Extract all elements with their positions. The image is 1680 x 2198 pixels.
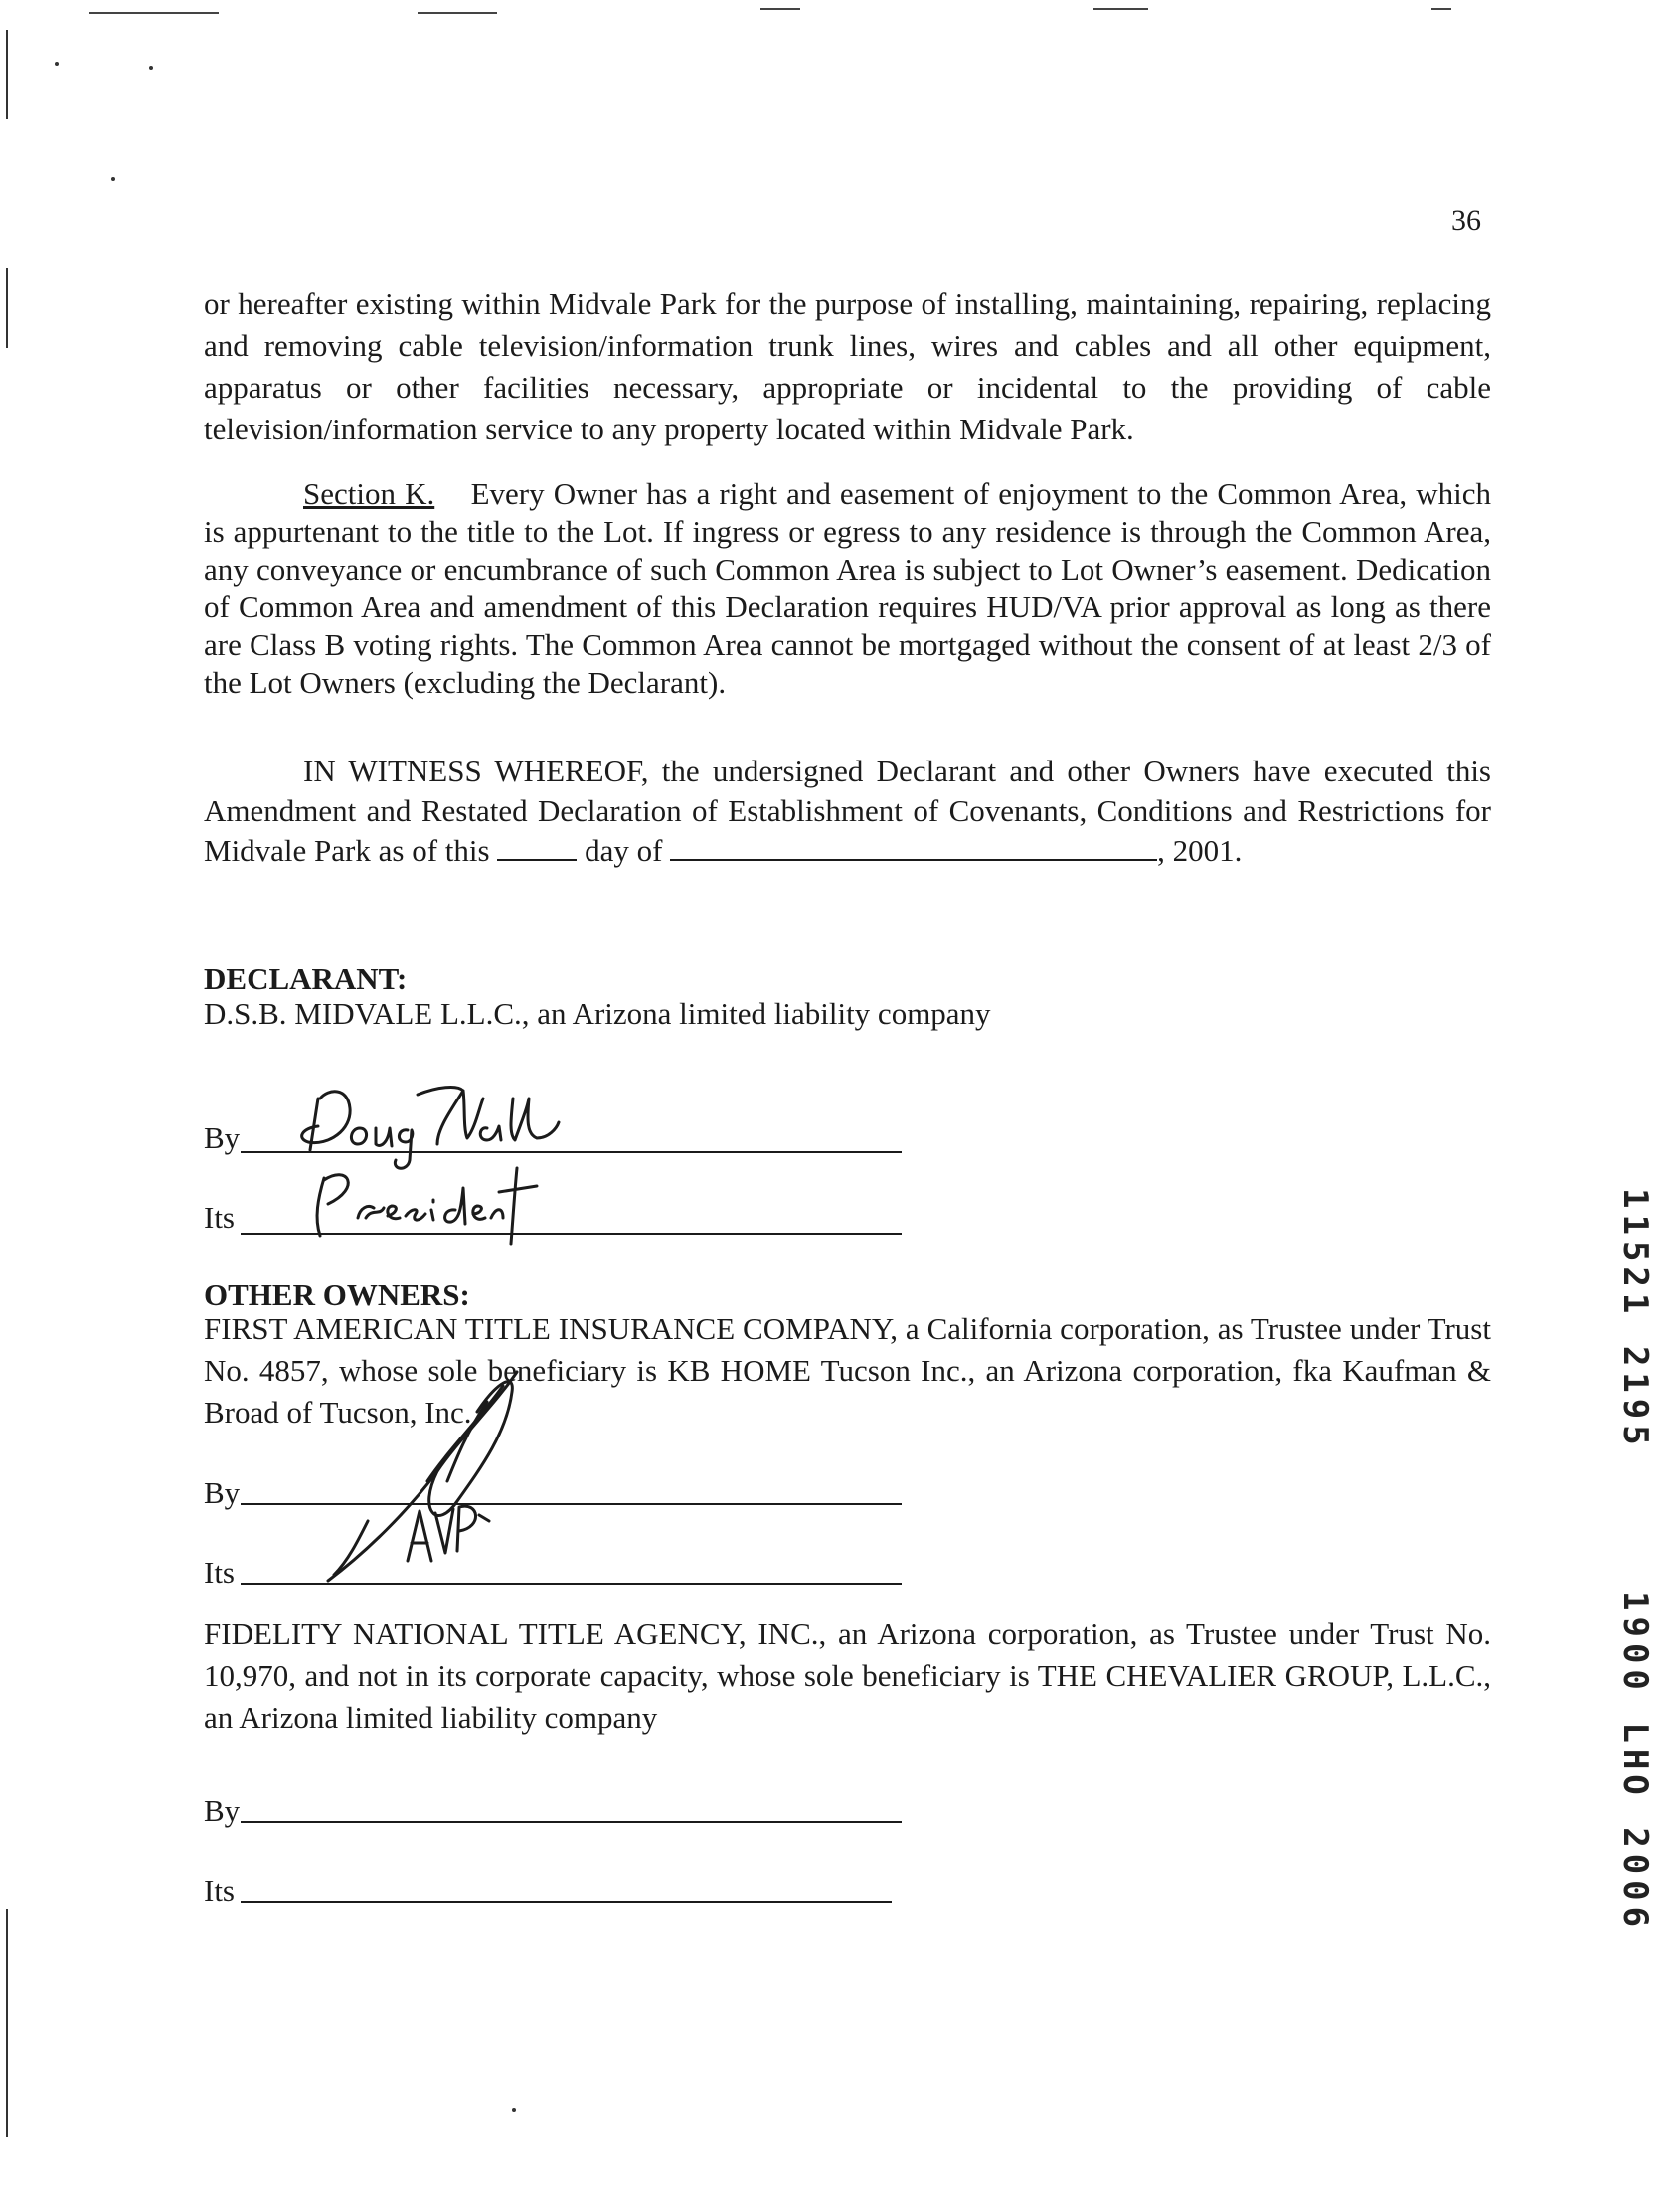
declarant-its-label: Its xyxy=(204,1200,235,1235)
section-k-paragraph xyxy=(204,475,1491,702)
fidelity-by-label: By xyxy=(204,1793,241,1828)
scan-dot xyxy=(55,62,59,66)
fidelity-its-label: Its xyxy=(204,1873,235,1908)
scan-top-rule xyxy=(1431,8,1451,10)
scan-dot xyxy=(149,66,153,70)
first-american-paragraph: FIRST AMERICAN TITLE INSURANCE COMPANY, a California corporation, as Trustee under Trust No. 4857, whose sole beneficiary is KB HOME Tucson Inc., an Arizona corporation, fka Kaufman & Broad of Tucson, Inc. xyxy=(204,1311,1491,1430)
section-k-heading: Section K. xyxy=(303,476,435,511)
declarant-signature xyxy=(288,1069,577,1248)
scan-top-rule xyxy=(418,12,497,14)
fidelity-paragraph: FIDELITY NATIONAL TITLE AGENCY, INC., an Arizona corporation, as Trustee under Trust No. 10,970, and not in its corporate capacity, whose sole beneficiary is THE CHEVALIER GROUP, L.L.C., an Arizona limited liability company xyxy=(204,1616,1491,1735)
recording-stamp-upper xyxy=(1615,1188,1655,1506)
paragraph-intro: or hereafter existing within Midvale Park for the purpose of installing, maintaining, repairing, replacing and removing cable television/information trunk lines, wires and cables and all other equipment, apparatus or other facilities necessary, appropriate or incidental to the providing of cable television/information service to any property located within Midvale Park. xyxy=(204,286,1491,446)
scan-edge-mark xyxy=(6,1909,8,2137)
fidelity-its-line xyxy=(241,1901,892,1903)
section-k-body: Every Owner has a right and easement of enjoyment to the Common Area, which is appurtenant to the title to the Lot. If ingress or egress to any residence is through the Common Area, any conveyance or encumbrance of such Common Area is subject to Lot Owner’s easement. Dedication of Common Area and amendment of this Declaration requires HUD/VA prior approval as long as there are Class B voting rights. The Common Area cannot be mortgaged without the consent of at least 2/3 of the Lot Owners (excluding the Declarant). xyxy=(204,476,1491,700)
scan-top-rule xyxy=(760,8,800,10)
page-number: 36 xyxy=(1451,204,1481,237)
first-american-its-label: Its xyxy=(204,1555,235,1590)
declarant-by-label: By xyxy=(204,1120,241,1155)
scan-dot xyxy=(512,2108,516,2112)
month-blank-line xyxy=(670,833,1157,861)
first-american-by-label: By xyxy=(204,1475,241,1510)
day-blank-line xyxy=(497,833,577,861)
scan-edge-mark xyxy=(6,30,8,119)
scan-top-rule xyxy=(1093,8,1148,10)
witness-text: IN WITNESS WHEREOF, the undersigned Declarant and other Owners have executed this Amendment and Restated Declaration of Establishment of Covenants, Conditions and Restrictions for Midvale Park as of this xyxy=(204,754,1491,868)
recording-stamp-upper-text: 11521 2195 xyxy=(1615,1188,1655,1451)
declarant-company: D.S.B. MIDVALE L.L.C., an Arizona limited liability company xyxy=(204,996,991,1031)
scan-dot xyxy=(111,177,115,181)
declarant-heading: DECLARANT: xyxy=(204,961,408,996)
fidelity-by-line xyxy=(241,1821,902,1823)
recording-stamp-lower xyxy=(1615,1591,1655,1948)
witness-day-of: day of xyxy=(585,833,663,868)
witness-year: , 2001. xyxy=(1157,833,1243,868)
witness-paragraph xyxy=(204,752,1491,871)
scan-top-rule xyxy=(89,12,219,14)
scan-edge-mark xyxy=(6,268,8,348)
first-american-signature xyxy=(308,1282,537,1591)
recording-stamp-lower-text: 1900 LHO 2006 xyxy=(1615,1591,1655,1934)
other-owners-heading: OTHER OWNERS: xyxy=(204,1277,470,1312)
